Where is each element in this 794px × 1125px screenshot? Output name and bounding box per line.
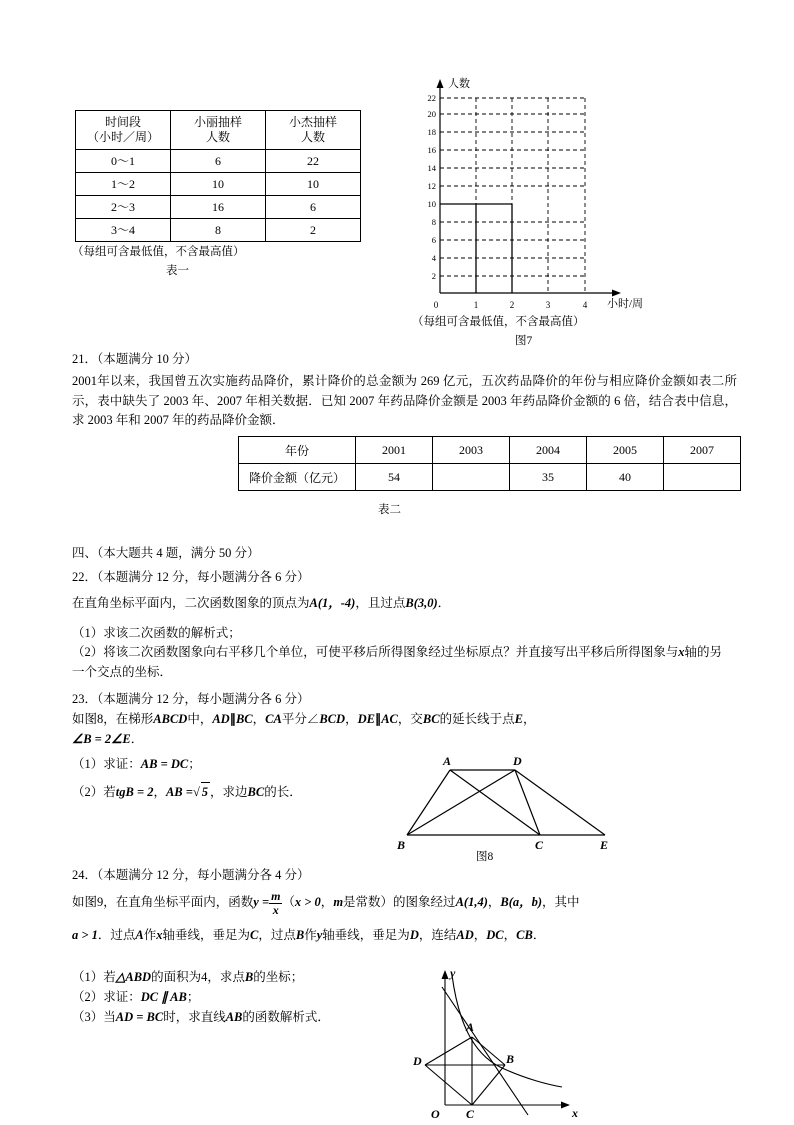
svg-text:E: E <box>600 838 609 852</box>
table-header-cell: 小杰抽样 人数 <box>266 111 361 150</box>
svg-text:0: 0 <box>433 300 439 310</box>
figure-9-svg <box>400 965 600 1120</box>
q24-y-axis: y <box>316 928 323 942</box>
q24-p3-b: 时，求直线 <box>163 1010 226 1024</box>
figure-8 <box>395 752 655 862</box>
table-cell: 2004 <box>510 437 587 464</box>
q24-c: C <box>250 928 259 942</box>
q24-t9: 轴垂线，垂足为 <box>162 928 251 942</box>
q22-text-mid: ，且过点 <box>355 596 406 610</box>
q23-t6: ，交 <box>397 712 423 726</box>
table-row <box>76 196 361 219</box>
svg-text:14: 14 <box>427 163 436 173</box>
question-21-head: 21．（本题满分 10 分） <box>72 352 198 366</box>
q24-t7: ．过点 <box>97 928 136 942</box>
q24-p2-end: ； <box>186 990 200 1004</box>
q23-t9: ． <box>130 732 144 746</box>
svg-text:C: C <box>535 838 544 852</box>
q24-p1-B: B <box>244 970 254 984</box>
q24-b2: B <box>295 928 305 942</box>
q23-ad: AD <box>212 712 230 726</box>
question-23-line1 <box>72 710 772 730</box>
q24-p2-a: （2）求证： <box>72 990 141 1004</box>
fraction-numerator: m <box>271 889 281 903</box>
q23-p2-end: 的长． <box>264 785 302 799</box>
figure-8-svg <box>395 752 655 857</box>
question-22-part2 <box>72 643 732 682</box>
table-row-label: 年份 <box>239 437 356 464</box>
table-cell: 54 <box>356 464 433 491</box>
table-cell: 10 <box>171 173 266 196</box>
question-22-head: 22．（本题满分 12 分，每小题满分各 6 分） <box>72 570 310 584</box>
svg-text:O: O <box>431 1107 440 1120</box>
q24-m: m <box>333 894 344 909</box>
parallel-symbol: ∥ <box>229 712 236 726</box>
table-cell: 6 <box>266 196 361 219</box>
svg-text:D: D <box>513 754 522 768</box>
table-row <box>76 111 361 150</box>
q22-point-a: A(1，-4) <box>309 596 356 610</box>
table-header-cell: 小丽抽样 人数 <box>171 111 266 150</box>
q23-e: E <box>514 712 523 726</box>
question-22-part1: （1）求该二次函数的解析式； <box>72 626 241 640</box>
q23-t2: 中， <box>187 712 213 726</box>
svg-text:x: x <box>572 1106 578 1120</box>
svg-text:2: 2 <box>431 271 436 281</box>
q24-agt1: a > 1 <box>72 928 98 942</box>
svg-text:2: 2 <box>509 300 515 310</box>
q22-point-b: B(3,0) <box>405 596 438 610</box>
table-cell <box>664 464 741 491</box>
q24-cb: CB <box>516 928 533 942</box>
question-23-head: 23．（本题满分 12 分，每小题满分各 6 分） <box>72 692 310 706</box>
q23-t4: 平分∠ <box>281 712 320 726</box>
svg-text:4: 4 <box>431 253 436 263</box>
table-one-caption: 表一 <box>166 265 189 277</box>
svg-text:8: 8 <box>431 217 436 227</box>
chart-svg <box>400 75 660 325</box>
q23-tgb: tgB = 2 <box>115 785 154 799</box>
figure-8-caption: 图8 <box>476 851 494 863</box>
q24-p3-end: 的函数解析式． <box>242 1010 330 1024</box>
svg-text:16: 16 <box>427 145 436 155</box>
svg-text:1: 1 <box>473 300 479 310</box>
table-cell: 8 <box>171 219 266 242</box>
svg-text:D: D <box>413 1054 422 1068</box>
svg-text:y: y <box>450 966 456 980</box>
q24-t4: 是常数）的图象经过 <box>343 894 456 909</box>
q24-p3-eq: AD = BC <box>115 1010 164 1024</box>
q24-a2: A <box>135 928 144 942</box>
table-cell: 2～3 <box>76 196 171 219</box>
table-cell: 0～1 <box>76 150 171 173</box>
q23-ac: AC <box>381 712 398 726</box>
figure-9 <box>400 965 600 1125</box>
q24-ad: AD <box>456 928 474 942</box>
table-row <box>76 173 361 196</box>
table-cell: 3～4 <box>76 219 171 242</box>
fraction-m-over-x <box>269 890 282 916</box>
q23-p1-pre: （1）求证： <box>72 757 141 771</box>
q24-t12: 轴垂线，垂足为 <box>322 928 410 942</box>
q23-abcd: ABCD <box>153 712 188 726</box>
question-22-line1 <box>72 594 450 614</box>
svg-text:A: A <box>443 754 452 768</box>
table-cell: 2 <box>266 219 361 242</box>
table-cell: 10 <box>266 173 361 196</box>
svg-text:20: 20 <box>427 109 436 119</box>
table-cell <box>433 464 510 491</box>
svg-text:12: 12 <box>427 181 436 191</box>
q23-ca: CA <box>265 712 282 726</box>
q24-t13: ，连结 <box>418 928 457 942</box>
svg-text:18: 18 <box>427 127 436 137</box>
table-one <box>75 110 361 242</box>
table-cell: 2001 <box>356 437 433 464</box>
table-row <box>76 219 361 242</box>
q22-text-pre: 在直角坐标平面内，二次函数图象的顶点为 <box>72 596 310 610</box>
table-row <box>239 437 741 464</box>
q24-p1-end: 的坐标； <box>253 970 304 984</box>
q24-triangle-abd: △ABD <box>115 970 152 984</box>
question-24-part3 <box>72 1008 330 1028</box>
table-row <box>239 464 741 491</box>
q24-point-a: A(1,4) <box>455 894 488 909</box>
table-two-caption: 表二 <box>378 504 401 516</box>
q23-de: DE <box>357 712 375 726</box>
q22-part2-text: （2）将该二次函数图象向右平移几个单位，可使平移后所得图象经过坐标原点？并直接写出平移后所得图象与 <box>72 645 679 659</box>
svg-text:C: C <box>466 1107 475 1120</box>
q24-t3: ， <box>320 894 334 909</box>
section-four-heading: 四、（本大题共 4 题，满分 50 分） <box>72 546 260 560</box>
table-cell: 2005 <box>587 437 664 464</box>
q24-p3-a: （3）当 <box>72 1010 116 1024</box>
table-one-note: （每组可含最低值，不含最高值） <box>72 246 245 258</box>
table-header-cell: 时间段 （小时／周） <box>76 111 171 150</box>
q24-t11: 作 <box>304 928 317 942</box>
table-cell: 35 <box>510 464 587 491</box>
q22-part2-x: x <box>678 645 685 659</box>
question-23-line2 <box>72 730 143 750</box>
q23-bc2: BC <box>422 712 440 726</box>
q23-p2-pre: （2）若 <box>72 785 116 799</box>
q22-part2-end: 轴的另一个交点的坐标． <box>72 645 723 679</box>
q23-t5: ， <box>345 712 358 726</box>
q23-p1-eq: AB = DC <box>140 757 189 771</box>
chart-xlabel: 小时/周 <box>606 298 644 310</box>
fraction-denominator: x <box>272 902 279 917</box>
question-23-part2: （2）若tgB = 2，AB =√ 5 ，求边BC的长． <box>72 782 302 803</box>
q24-t6: ，其中 <box>542 894 580 909</box>
q23-t1: 如图8，在梯形 <box>72 712 154 726</box>
q24-p3-ab: AB <box>225 1010 243 1024</box>
q24-point-b: B(a，b) <box>500 894 543 909</box>
bar-chart-figure7 <box>400 75 660 335</box>
q24-xgt0: x > 0 <box>294 894 321 909</box>
q24-p1-b: 的面积为4，求点 <box>151 970 245 984</box>
svg-text:B: B <box>397 838 406 852</box>
question-23-part1 <box>72 755 201 775</box>
question-24-line1 <box>72 890 762 916</box>
table-cell: 22 <box>266 150 361 173</box>
q23-t8: ， <box>522 712 536 726</box>
question-21-body: 2001年以来，我国曾五次实施药品降价，累计降价的总金额为 269 亿元，五次药品降价的年份与相应降价金额如表二所示，表中缺失了 2003 年、2007 年相关数据．已知 2007 年药品降价金额是 2003 年药品降价金额的 6 倍，结合表中信息，求 2003 年和 2007 年的药品降价金额． <box>72 374 737 427</box>
q24-t2: （ <box>282 894 295 909</box>
q23-bc: BC <box>235 712 253 726</box>
q24-t15: ， <box>503 928 517 942</box>
q24-t5: ， <box>487 894 501 909</box>
q24-x-axis: x <box>156 928 163 942</box>
svg-text:6: 6 <box>431 235 436 245</box>
svg-text:4: 4 <box>582 300 588 310</box>
svg-text:A: A <box>466 1020 475 1034</box>
q24-y: y = <box>253 894 270 909</box>
q24-t16: ． <box>532 928 546 942</box>
question-24-head: 24．（本题满分 12 分，每小题满分各 4 分） <box>72 868 310 882</box>
q24-p1-a: （1）若 <box>72 970 116 984</box>
q23-ab: AB = <box>165 785 193 799</box>
question-24-part2 <box>72 988 199 1008</box>
q24-p2-eq: DC ∥ AB <box>140 990 187 1004</box>
q23-p2-post: ，求边 <box>210 785 248 799</box>
table-cell: 2007 <box>664 437 741 464</box>
q23-p2-mid: ， <box>153 785 166 799</box>
table-cell: 2003 <box>433 437 510 464</box>
parallel-symbol-2: ∥ <box>374 712 382 726</box>
question-24-line2 <box>72 926 762 946</box>
svg-text:B: B <box>506 1052 515 1066</box>
q24-t8: 作 <box>143 928 157 942</box>
q23-bc-len: BC <box>247 785 265 799</box>
chart-caption: 图7 <box>515 335 533 347</box>
q24-d: D <box>409 928 419 942</box>
q23-sqrt5: 5 <box>201 782 210 803</box>
q23-t7: 的延长线于点 <box>439 712 515 726</box>
table-cell: 16 <box>171 196 266 219</box>
q24-t10: ，过点 <box>258 928 296 942</box>
q24-t1: 如图9，在直角坐标平面内，函数 <box>72 894 254 909</box>
table-cell: 6 <box>171 150 266 173</box>
q22-text-end: ． <box>437 596 451 610</box>
table-row <box>76 150 361 173</box>
chart-note: （每组可含最低值，不含最高值） <box>412 316 585 328</box>
chart-ylabel: 人数 <box>448 78 470 90</box>
q24-t14: ， <box>473 928 487 942</box>
table-cell: 40 <box>587 464 664 491</box>
svg-text:22: 22 <box>427 93 436 103</box>
q23-angle-relation: ∠B = 2∠E <box>72 732 131 746</box>
svg-text:3: 3 <box>545 300 551 310</box>
question-24-part1 <box>72 968 303 988</box>
table-row-label: 降价金额（亿元） <box>239 464 356 491</box>
table-cell: 1～2 <box>76 173 171 196</box>
q23-bcd: BCD <box>319 712 346 726</box>
table-two <box>238 436 741 491</box>
q23-p1-end: ； <box>188 757 201 771</box>
q23-t3: ， <box>252 712 266 726</box>
q24-dc: DC <box>486 928 504 942</box>
svg-text:10: 10 <box>427 199 436 209</box>
